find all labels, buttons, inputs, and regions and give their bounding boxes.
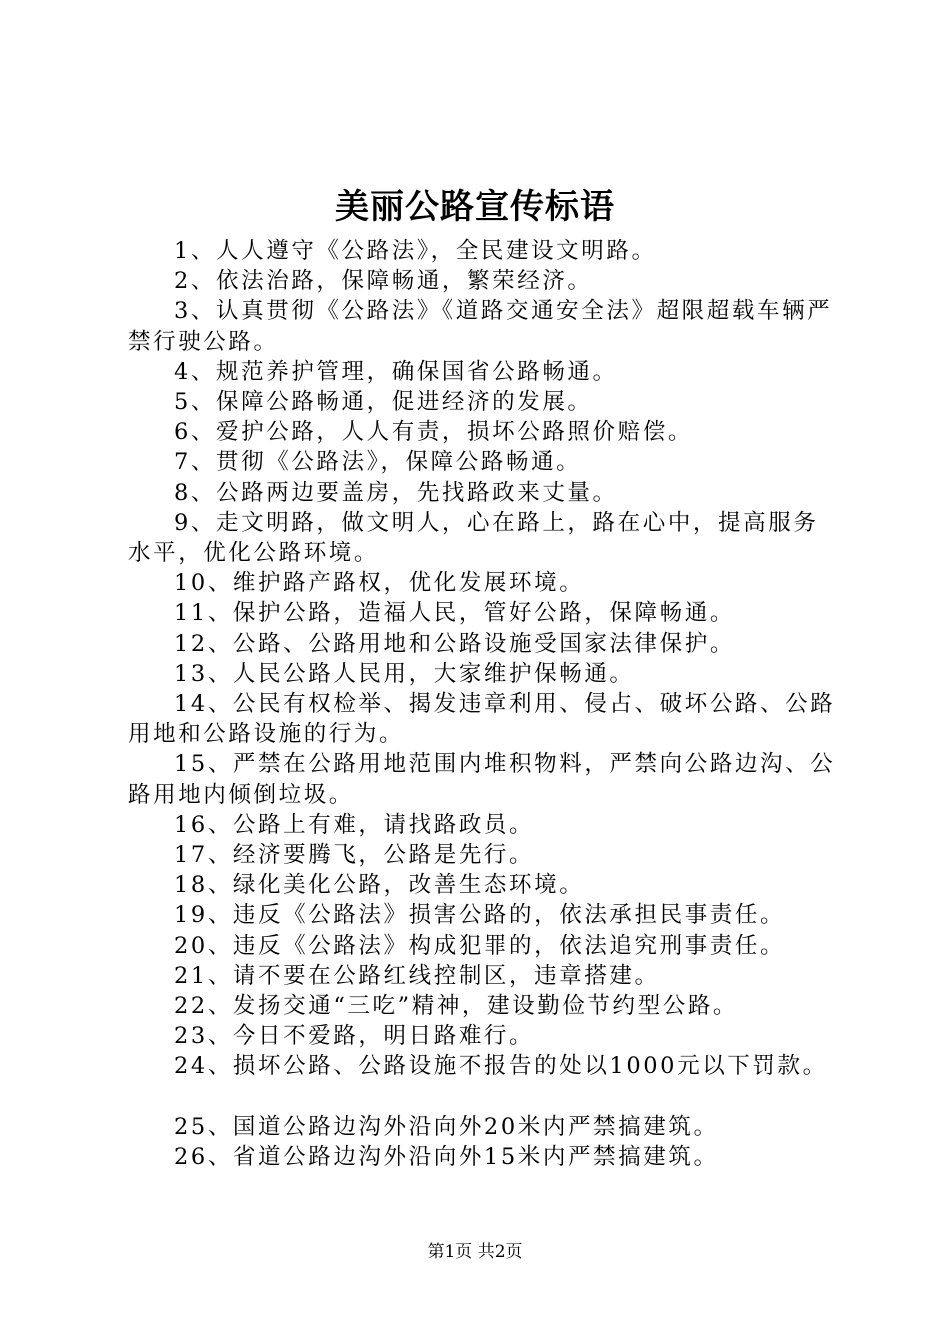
slogan-item: 18、绿化美化公路，改善生态环境。 xyxy=(174,872,585,899)
slogan-item: 12、公路、公路用地和公路设施受国家法律保护。 xyxy=(174,630,735,657)
slogan-item: 15、严禁在公路用地范围内堆积物料，严禁向公路边沟、公路用地内倾倒垃圾。 xyxy=(128,751,836,808)
slogan-item: 4、规范养护管理，确保国省公路畅通。 xyxy=(174,358,618,385)
slogan-item: 19、违反《公路法》损害公路的，依法承担民事责任。 xyxy=(174,902,786,929)
slogan-item: 1、人人遵守《公路法》，全民建设文明路。 xyxy=(174,238,657,264)
paragraph-spacer xyxy=(128,1082,840,1112)
page-footer: 第1页 共2页 xyxy=(427,1242,523,1262)
slogan-item: 2、依法治路，保障畅通，繁荣经济。 xyxy=(174,268,593,295)
slogan-item: 5、保障公路畅通，促进经济的发展。 xyxy=(174,389,593,416)
slogan-item: 11、保护公路，造福人民，管好公路，保障畅通。 xyxy=(174,600,735,627)
slogan-item: 7、贯彻《公路法》，保障公路畅通。 xyxy=(174,449,582,476)
slogan-item: 13、人民公路人民用，大家维护保畅通。 xyxy=(174,660,635,687)
slogan-item: 22、发扬交通“三吃”精神，建设勤俭节约型公路。 xyxy=(174,993,739,1020)
slogan-item: 3、认真贯彻《公路法》《道路交通安全法》超限超载车辆严禁行驶公路。 xyxy=(128,298,833,355)
slogan-item: 10、维护路产路权，优化发展环境。 xyxy=(174,570,585,597)
slogan-list xyxy=(128,236,840,1172)
slogan-item: 14、公民有权检举、揭发违章利用、侵占、破坏公路、公路用地和公路设施的行为。 xyxy=(128,691,836,748)
slogan-item: 25、国道公路边沟外沿向外20米内严禁搞建筑。 xyxy=(174,1113,719,1140)
slogan-item: 16、公路上有难，请找路政员。 xyxy=(174,811,535,838)
slogan-item: 20、违反《公路法》构成犯罪的，依法追究刑事责任。 xyxy=(174,932,786,959)
slogan-item: 6、爱护公路，人人有责，损坏公路照价赔偿。 xyxy=(174,419,693,446)
slogan-item: 24、损坏公路、公路设施不报告的处以1000元以下罚款。 xyxy=(174,1053,828,1080)
slogan-item: 23、今日不爱路，明日路难行。 xyxy=(174,1023,535,1050)
document-title: 美丽公路宣传标语 xyxy=(335,187,615,227)
slogan-item: 17、经济要腾飞，公路是先行。 xyxy=(174,842,535,869)
slogan-item: 8、公路两边要盖房，先找路政来丈量。 xyxy=(174,479,618,506)
slogan-item: 26、省道公路边沟外沿向外15米内严禁搞建筑。 xyxy=(174,1143,719,1170)
slogan-item: 21、请不要在公路红线控制区，违章搭建。 xyxy=(174,962,660,989)
slogan-item: 9、走文明路，做文明人，心在路上，路在心中，提高服务水平，优化公路环境。 xyxy=(128,509,819,567)
